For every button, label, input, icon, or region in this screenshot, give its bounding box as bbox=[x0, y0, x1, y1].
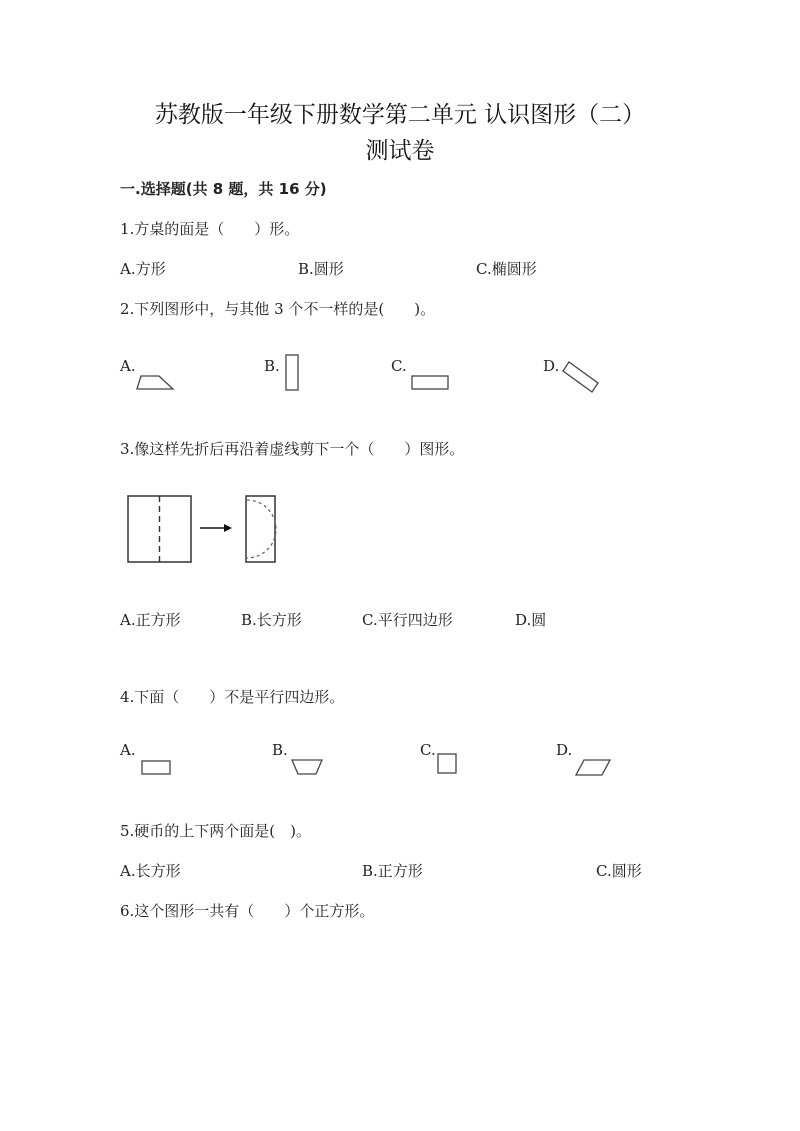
trapezoid-shape bbox=[136, 372, 176, 392]
question-2-option-b: B. bbox=[264, 357, 280, 375]
page-title-line1: 苏教版一年级下册数学第二单元 认识图形（二） bbox=[154, 102, 646, 128]
fold-cut-diagram bbox=[120, 490, 290, 570]
question-5-option-a: A.长方形 bbox=[120, 862, 181, 880]
tilted-rectangle-shape bbox=[560, 360, 602, 396]
section-heading: 一.选择题(共 8 题，共 16 分) bbox=[120, 180, 327, 198]
parallelogram-shape bbox=[574, 757, 618, 781]
question-3-text: 3.像这样先折后再沿着虚线剪下一个（ ）图形。 bbox=[120, 440, 465, 458]
tall-rectangle-shape bbox=[283, 353, 303, 393]
question-2-option-d: D. bbox=[543, 357, 560, 375]
question-1-option-c: C.椭圆形 bbox=[476, 260, 537, 278]
question-4-option-d: D. bbox=[556, 741, 573, 759]
question-4-option-a: A. bbox=[120, 741, 136, 759]
question-1-text: 1.方桌的面是（ ）形。 bbox=[120, 220, 300, 238]
page-title-line2: 测试卷 bbox=[365, 138, 435, 164]
wide-rectangle-shape bbox=[410, 373, 452, 393]
question-4-option-b: B. bbox=[272, 741, 288, 759]
inverted-trapezoid-shape bbox=[290, 757, 326, 777]
question-5-option-c: C.圆形 bbox=[596, 862, 642, 880]
question-4-text: 4.下面（ ）不是平行四边形。 bbox=[120, 688, 345, 706]
rectangle-shape bbox=[140, 758, 174, 778]
question-3-option-d: D.圆 bbox=[515, 611, 547, 629]
question-4-option-c: C. bbox=[420, 741, 436, 759]
question-5-option-b: B.正方形 bbox=[362, 862, 423, 880]
question-1-option-a: A.方形 bbox=[120, 260, 166, 278]
square-shape bbox=[435, 751, 461, 777]
question-2-option-c: C. bbox=[391, 357, 407, 375]
question-3-option-c: C.平行四边形 bbox=[362, 611, 453, 629]
question-3-option-a: A.正方形 bbox=[120, 611, 181, 629]
question-5-text: 5.硬币的上下两个面是( )。 bbox=[120, 822, 312, 840]
question-1-option-b: B.圆形 bbox=[298, 260, 344, 278]
question-6-text: 6.这个图形一共有（ ）个正方形。 bbox=[120, 902, 375, 920]
question-2-text: 2.下列图形中，与其他 3 个不一样的是( )。 bbox=[120, 300, 436, 318]
question-2-option-a: A. bbox=[120, 357, 136, 375]
question-3-option-b: B.长方形 bbox=[241, 611, 302, 629]
